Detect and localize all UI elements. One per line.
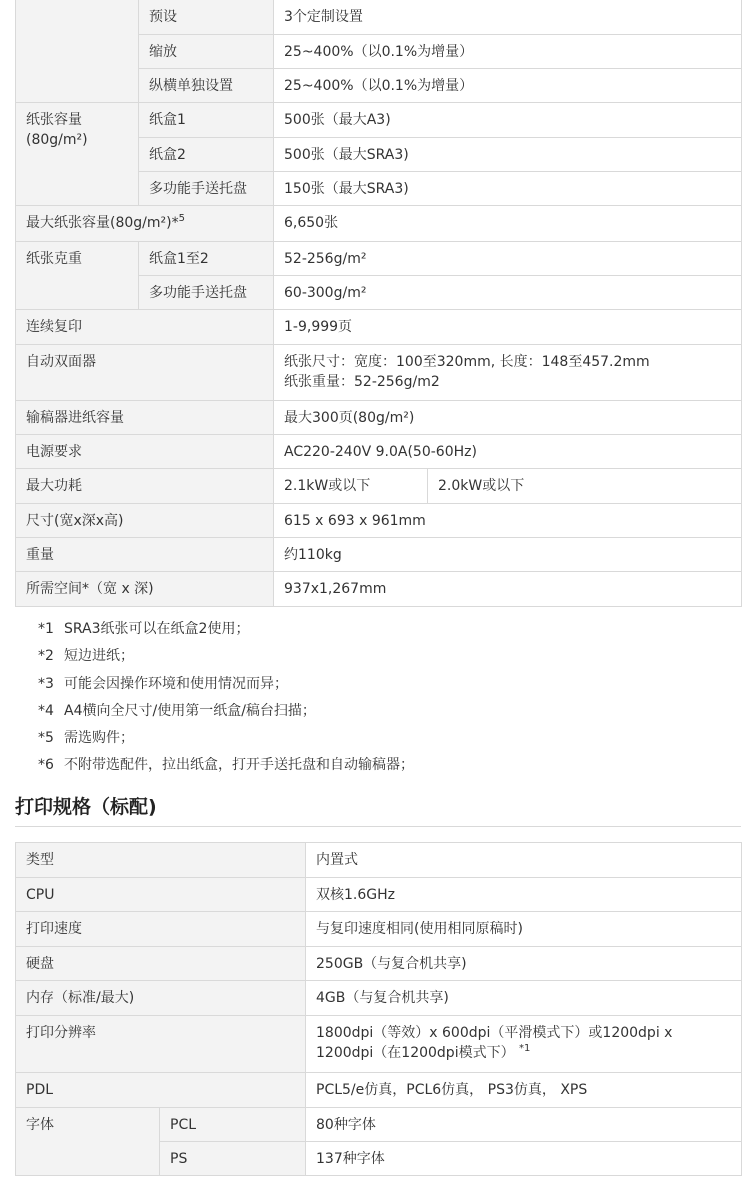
table-row (16, 242, 742, 276)
pdl-label: PDL (16, 1073, 306, 1108)
copy-spec-table (15, 0, 742, 607)
type-value: 内置式 (306, 843, 742, 878)
resolution-label: 打印分辨率 (16, 1016, 306, 1073)
max-power-label: 最大功耗 (16, 469, 274, 504)
type-label: 类型 (16, 843, 306, 878)
max-capacity-label-text: 最大纸张容量(80g/m²)* (26, 215, 179, 231)
table-row (16, 469, 742, 504)
power-value: AC220-240V 9.0A(50-60Hz) (274, 435, 742, 469)
pcl-value: 80种字体 (306, 1108, 742, 1142)
tray1-label: 纸盒1 (139, 103, 274, 138)
tray2-value: 500张（最大SRA3) (274, 138, 742, 172)
weight-value: 约110kg (274, 538, 742, 572)
duplex-value-line1: 纸张尺寸：宽度：100至320mm, 长度：148至457.2mm (284, 354, 650, 370)
print-spec-table (15, 842, 742, 1176)
tray1-value: 500张（最大A3) (274, 103, 742, 138)
paper-capacity-label-line2: (80g/m²) (26, 132, 88, 148)
cpu-value: 双核1.6GHz (306, 878, 742, 912)
table-row (16, 1016, 742, 1073)
paper-capacity-label-line1: 纸张容量 (26, 112, 82, 128)
table-row (16, 206, 742, 242)
bypass-label: 多功能手送托盘 (139, 172, 274, 206)
table-row (16, 310, 742, 345)
resolution-value-line1: 1800dpi（等效）x 600dpi（平滑模式下）或1200dpi x (316, 1025, 673, 1041)
list-item (38, 643, 414, 670)
continuous-label: 连续复印 (16, 310, 274, 345)
cpu-label: CPU (16, 878, 306, 912)
table-row (16, 0, 742, 35)
trays-weight-label: 纸盒1至2 (139, 242, 274, 276)
space-value: 937x1,267mm (274, 572, 742, 607)
preset-label: 预设 (139, 0, 274, 35)
power-label: 电源要求 (16, 435, 274, 469)
resolution-value-line2-text: 1200dpi（在1200dpi模式下） (316, 1045, 515, 1061)
footnotes-list (38, 616, 414, 780)
footnote-text: 可能会因操作环境和使用情况而异； (64, 675, 288, 692)
list-item (38, 671, 414, 698)
footnote-mark: *4 (38, 702, 54, 719)
dimensions-label: 尺寸(宽x深x高) (16, 504, 274, 538)
table-row (16, 1073, 742, 1108)
memory-value: 4GB（与复合机共享) (306, 981, 742, 1016)
footnote-mark: *5 (38, 730, 54, 747)
section-title: 打印规格（标配) (15, 796, 157, 818)
list-item (38, 752, 414, 779)
memory-label: 内存（标准/最大) (16, 981, 306, 1016)
footnote-mark: *6 (38, 757, 54, 774)
ps-value: 137种字体 (306, 1142, 742, 1176)
space-label: 所需空间*（宽 x 深) (16, 572, 274, 607)
table-row (16, 538, 742, 572)
empty-label-cell (16, 0, 139, 103)
max-power-value-a: 2.1kW或以下 (274, 469, 428, 504)
duplex-value (274, 345, 742, 401)
paper-capacity-label (16, 103, 139, 206)
max-power-value-b: 2.0kW或以下 (428, 469, 742, 504)
section-divider (15, 826, 741, 827)
dimensions-value: 615 x 693 x 961mm (274, 504, 742, 538)
footnote-text: 短边进纸； (64, 648, 134, 665)
zoom-indep-value: 25~400%（以0.1%为增量） (274, 69, 742, 103)
footnote-text: A4横向全尺寸/使用第一纸盒/稿台扫描； (64, 702, 316, 719)
footnote-text: 需选购件； (64, 730, 134, 747)
list-item (38, 616, 414, 643)
trays-weight-value: 52-256g/m² (274, 242, 742, 276)
adf-value: 最大300页(80g/m²) (274, 401, 742, 435)
zoom-indep-label: 纵横单独设置 (139, 69, 274, 103)
table-row (16, 345, 742, 401)
weight-label: 重量 (16, 538, 274, 572)
resolution-value-line2 (316, 1043, 731, 1063)
table-row (16, 401, 742, 435)
preset-value: 3个定制设置 (274, 0, 742, 35)
pcl-label: PCL (160, 1108, 306, 1142)
table-row (16, 435, 742, 469)
adf-label: 输稿器进纸容量 (16, 401, 274, 435)
pdl-value: PCL5/e仿真，PCL6仿真， PS3仿真， XPS (306, 1073, 742, 1108)
table-row (16, 572, 742, 607)
hdd-value: 250GB（与复合机共享) (306, 947, 742, 981)
footnote-ref: *1 (519, 1043, 531, 1054)
speed-value: 与复印速度相同(使用相同原稿时) (306, 912, 742, 947)
duplex-value-line2: 纸张重量：52-256g/m2 (284, 374, 440, 390)
table-row (16, 103, 742, 138)
table-row (16, 947, 742, 981)
table-row (16, 912, 742, 947)
table-row (16, 981, 742, 1016)
continuous-value: 1-9,999页 (274, 310, 742, 345)
tray2-label: 纸盒2 (139, 138, 274, 172)
list-item (38, 698, 414, 725)
footnote-mark: *2 (38, 648, 54, 665)
list-item (38, 725, 414, 752)
table-row (16, 1108, 742, 1142)
speed-label: 打印速度 (16, 912, 306, 947)
footnote-mark: *1 (38, 621, 54, 637)
table-row (16, 843, 742, 878)
zoom-value: 25~400%（以0.1%为增量） (274, 35, 742, 69)
ps-label: PS (160, 1142, 306, 1176)
footnote-text: SRA3纸张可以在纸盒2使用； (64, 621, 250, 637)
bypass-weight-value: 60-300g/m² (274, 276, 742, 310)
footnote-text: 不附带选配件，拉出纸盒，打开手送托盘和自动输稿器； (64, 757, 414, 774)
bypass-value: 150张（最大SRA3) (274, 172, 742, 206)
resolution-value (306, 1016, 742, 1073)
max-capacity-label (16, 206, 274, 242)
zoom-label: 缩放 (139, 35, 274, 69)
footnote-ref: 5 (178, 213, 185, 224)
footnote-mark: *3 (38, 675, 54, 692)
table-row (16, 878, 742, 912)
paper-weight-label: 纸张克重 (16, 242, 139, 310)
fonts-label: 字体 (16, 1108, 160, 1176)
duplex-label: 自动双面器 (16, 345, 274, 401)
max-capacity-value: 6,650张 (274, 206, 742, 242)
table-row (16, 504, 742, 538)
hdd-label: 硬盘 (16, 947, 306, 981)
bypass-weight-label: 多功能手送托盘 (139, 276, 274, 310)
